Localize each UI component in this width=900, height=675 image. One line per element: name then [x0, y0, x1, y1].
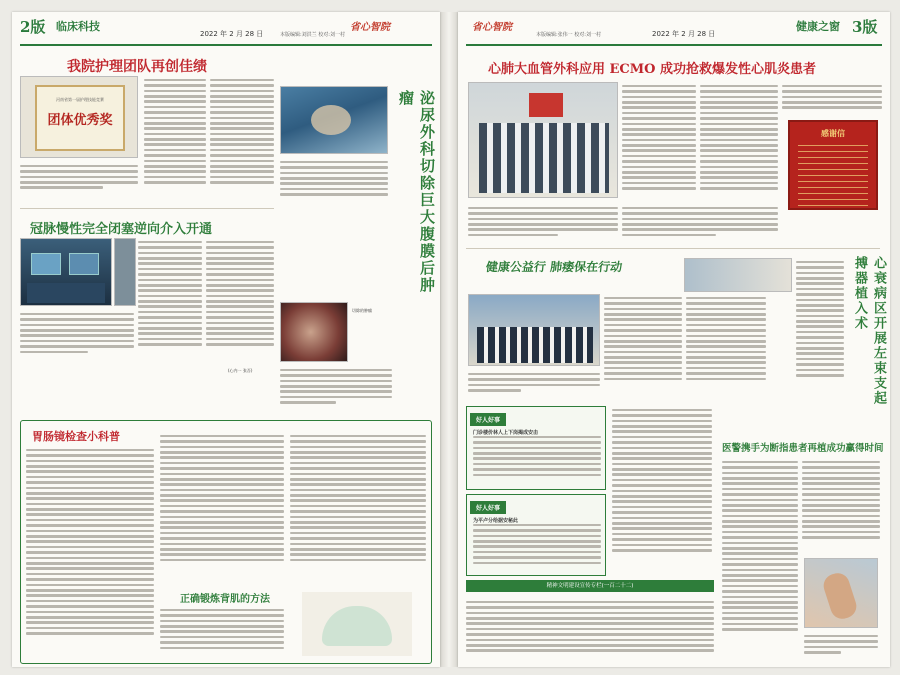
photo-caption: 切除的肿瘤	[352, 308, 372, 313]
article-body	[160, 606, 284, 660]
welfare-group-photo	[468, 294, 600, 366]
page-gutter	[440, 12, 458, 667]
issue-date: 2022 年 2 月 28 日	[200, 30, 264, 38]
article-body	[20, 162, 138, 200]
tumor-specimen-photo	[280, 302, 348, 362]
article-headline: 医警携手为断指患者再植成功赢得时间	[722, 443, 884, 454]
article-body	[802, 458, 880, 554]
bottom-banner: 精神文明建设宣传专栏(一百二十二)	[466, 580, 714, 592]
award-plaque-photo	[20, 76, 138, 158]
screening-photo	[684, 258, 792, 292]
good-deed-box	[466, 494, 606, 576]
thank-you-letter	[788, 120, 878, 210]
vertical-headline: 泌尿外科切除巨大腹膜后肿瘤	[397, 90, 436, 294]
letter-title: 感谢信	[821, 128, 845, 138]
article-body	[612, 406, 712, 576]
article-body	[782, 82, 882, 116]
award-ceremony-photo	[468, 82, 618, 198]
cath-lab-photo	[20, 238, 112, 306]
article-headline: 正确锻炼背肌的方法	[180, 594, 270, 605]
article-body	[210, 76, 274, 198]
replanted-finger-photo	[804, 558, 878, 628]
illustration	[302, 592, 412, 656]
article-body	[290, 432, 426, 582]
good-deed-title: 好人好事	[470, 413, 506, 426]
article-body	[700, 82, 778, 200]
article-body	[144, 76, 206, 198]
article-body	[468, 370, 600, 396]
article-body	[280, 366, 392, 414]
vertical-headline: 心衰病区开展左束支起搏器植入术	[852, 256, 886, 406]
left-header	[20, 16, 432, 46]
article-body	[686, 294, 766, 394]
section-name: 临床科技	[56, 20, 100, 33]
surgery-photo	[280, 86, 388, 154]
byline: (心内一 张吾)	[228, 368, 253, 373]
article-headline: 心肺大血管外科应用 ECMO 成功抢救爆发性心肌炎患者	[488, 62, 817, 77]
good-deed-subtitle: 门诊楼价林人上下岗揭成安击	[473, 430, 539, 436]
article-body	[622, 204, 778, 244]
article-body	[466, 598, 714, 660]
article-body	[622, 82, 696, 200]
masthead-logo: 省心智院	[350, 22, 390, 33]
page-number: 3版	[852, 18, 878, 36]
article-body	[138, 238, 202, 364]
right-header	[466, 16, 882, 46]
article-body	[722, 458, 798, 658]
article-body	[160, 432, 284, 582]
article-headline: 我院护理团队再创佳绩	[67, 59, 207, 75]
right-page	[458, 12, 890, 667]
page-number: 2版	[20, 18, 46, 36]
article-body	[468, 204, 618, 244]
article-body	[796, 258, 844, 396]
article-headline: 胃肠镜检查小科普	[32, 430, 120, 443]
issue-date: 2022 年 2 月 28 日	[652, 30, 716, 38]
article-body	[804, 632, 878, 660]
left-page	[12, 12, 440, 667]
article-body	[26, 446, 154, 660]
masthead-logo: 省心智院	[472, 22, 512, 33]
good-deed-subtitle: 为平卢分给据安秘此	[473, 518, 519, 524]
plaque-org: 河南省第一届护理技能竞赛	[56, 97, 104, 102]
good-deed-title: 好人好事	[470, 501, 506, 514]
good-deed-box	[466, 406, 606, 490]
editor-line: 本版编辑:张伟一 校对:刘一村	[536, 32, 601, 38]
article-headline: 健康公益行 肺痿保在行动	[485, 260, 623, 274]
article-body	[206, 238, 274, 364]
article-body	[604, 294, 682, 394]
article-body	[280, 158, 388, 208]
angiogram-image	[114, 238, 136, 306]
article-body	[20, 310, 134, 364]
plaque-text: 团体优秀奖	[47, 113, 113, 128]
section-name: 健康之窗	[796, 20, 840, 33]
article-headline: 冠脉慢性完全闭塞逆向介入开通	[30, 222, 213, 237]
editor-line: 本版编辑:刘洪兰 校对:刘一村	[280, 32, 345, 38]
